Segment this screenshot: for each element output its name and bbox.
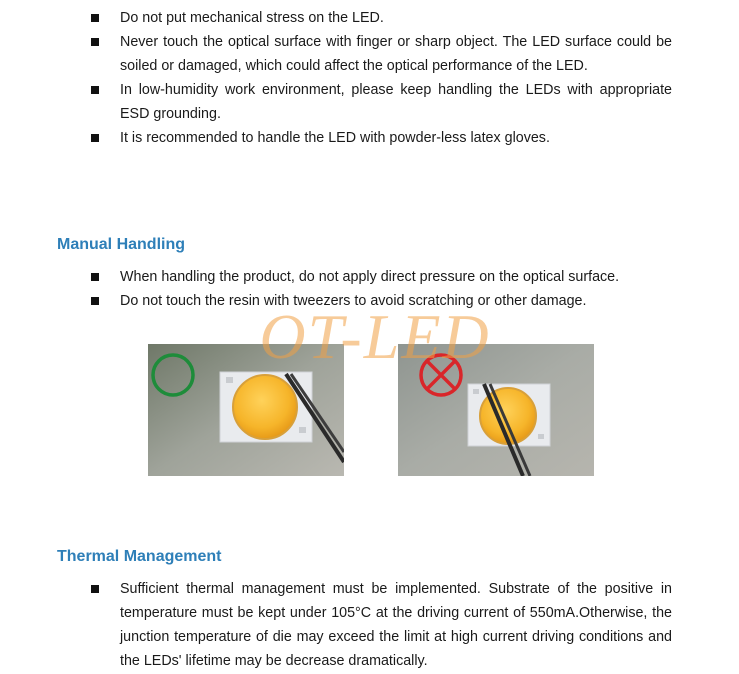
manual-handling-list xyxy=(88,265,672,313)
square-bullet-icon xyxy=(91,134,99,142)
thermal-management-list xyxy=(88,577,672,673)
list-item xyxy=(88,577,672,673)
list-item-text: When handling the product, do not apply direct pressure on the optical surface. xyxy=(120,269,620,285)
square-bullet-icon xyxy=(91,86,99,94)
list-item xyxy=(88,289,672,313)
list-item-text: In low-humidity work environment, please keep handling the LEDs with appropriate ESD grounding. xyxy=(120,82,672,122)
square-bullet-icon xyxy=(91,38,99,46)
thermal-management-heading: Thermal Management xyxy=(57,548,222,565)
square-bullet-icon xyxy=(91,14,99,22)
square-bullet-icon xyxy=(91,273,99,281)
correct-handling-image xyxy=(148,344,344,476)
list-item xyxy=(88,265,672,289)
incorrect-handling-photo xyxy=(398,344,594,476)
list-item-text: Do not touch the resin with tweezers to avoid scratching or other damage. xyxy=(120,293,587,309)
list-item xyxy=(88,30,672,78)
ot-led-watermark: OT-LED xyxy=(259,301,491,372)
list-item-text: Do not put mechanical stress on the LED. xyxy=(120,10,384,26)
list-item xyxy=(88,78,672,126)
list-item-text: Sufficient thermal management must be implemented. Substrate of the positive in temperature must be kept under 105°C at the driving current of 550mA.Otherwise, the junction temperature of die may exceed the limit at high current driving conditions and the LEDs' lifetime may be decrease dramatically. xyxy=(120,581,672,669)
handling-precautions-list xyxy=(88,6,672,150)
list-item-text: It is recommended to handle the LED with powder-less latex gloves. xyxy=(120,130,550,146)
list-item xyxy=(88,6,672,30)
square-bullet-icon xyxy=(91,297,99,305)
correct-handling-photo xyxy=(148,344,344,476)
square-bullet-icon xyxy=(91,585,99,593)
incorrect-handling-image xyxy=(398,344,594,476)
manual-handling-heading: Manual Handling xyxy=(57,236,185,253)
list-item-text: Never touch the optical surface with finger or sharp object. The LED surface could be soiled or damaged, which could affect the optical performance of the LED. xyxy=(120,34,672,74)
list-item xyxy=(88,126,672,150)
